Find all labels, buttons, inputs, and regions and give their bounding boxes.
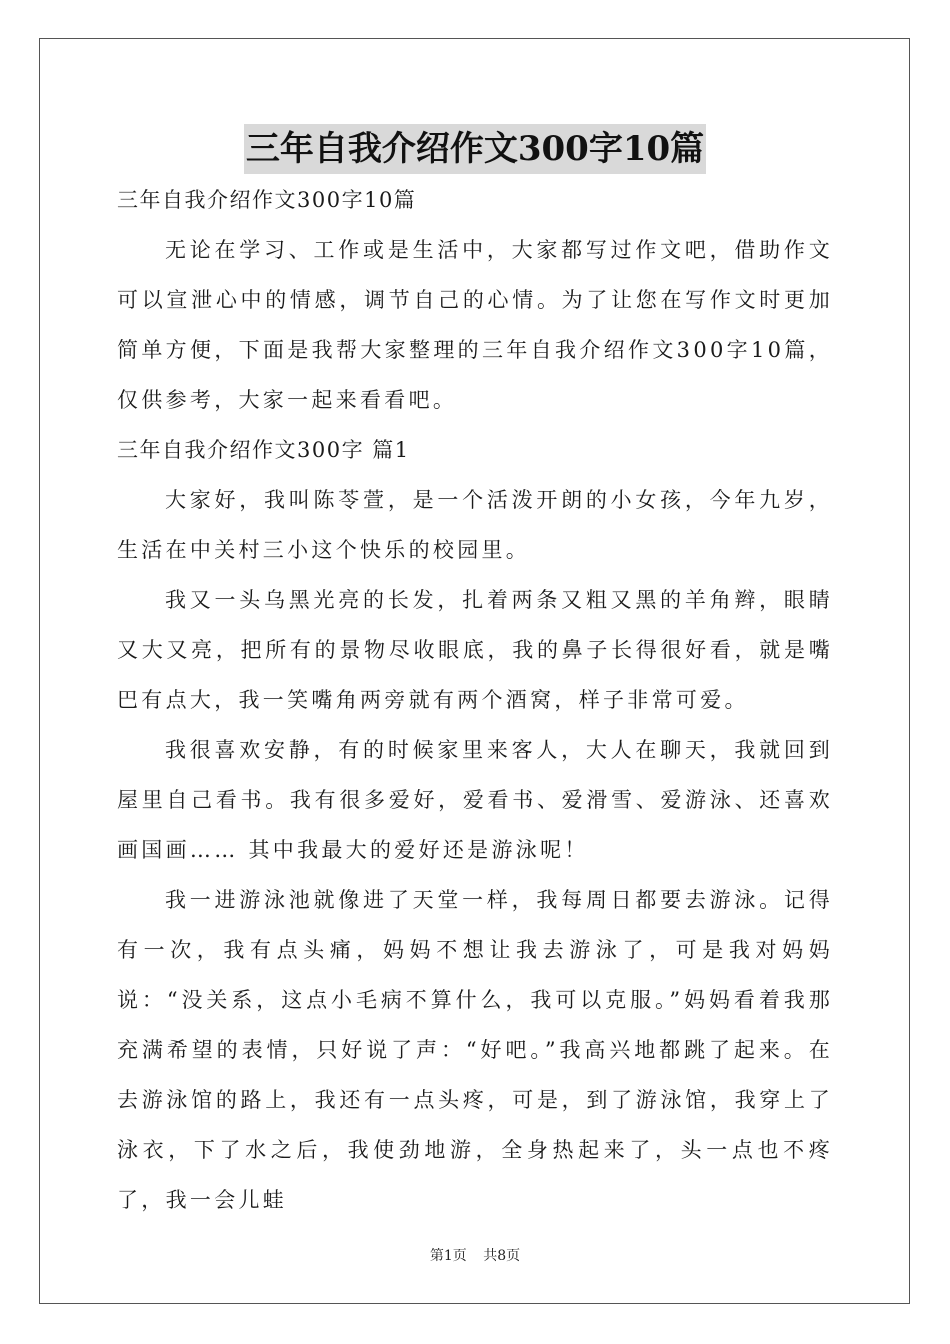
intro-paragraph: 无论在学习、工作或是生活中，大家都写过作文吧，借助作文可以宣泄心中的情感，调节自己的心情。为了让您在写作文时更加简单方便，下面是我帮大家整理的三年自我介绍作文300字10篇，仅供参考，大家一起来看看吧。 <box>117 238 833 412</box>
document-subtitle: 三年自我介绍作文300字10篇 <box>117 188 417 212</box>
document-title: 三年自我介绍作文300字10篇 <box>244 124 706 174</box>
page-number-current: 第1页 <box>429 1248 467 1264</box>
page-footer <box>0 1246 950 1266</box>
body-paragraph-3: 我很喜欢安静，有的时候家里来客人，大人在聊天，我就回到屋里自己看书。我有很多爱好，爱看书、爱滑雪、爱游泳、还喜欢画国画…… 其中我最大的爱好还是游泳呢！ <box>117 738 833 862</box>
body-paragraph-4: 我一进游泳池就像进了天堂一样，我每周日都要去游泳。记得有一次，我有点头痛，妈妈不想让我去游泳了，可是我对妈妈说：“没关系，这点小毛病不算什么，我可以克服。”妈妈看着我那充满希望的表情，只好说了声：“好吧。”我高兴地都跳了起来。在去游泳馆的路上，我还有一点头疼，可是，到了游泳馆，我穿上了泳衣，下了水之后，我使劲地游，全身热起来了，头一点也不疼了，我一会儿蛙 <box>117 888 833 1212</box>
page-number-total: 共8页 <box>483 1248 521 1264</box>
body-paragraph-1: 大家好，我叫陈苓萱，是一个活泼开朗的小女孩，今年九岁，生活在中关村三小这个快乐的校园里。 <box>117 488 833 562</box>
section-heading: 三年自我介绍作文300字 篇1 <box>117 438 410 462</box>
title-container <box>0 124 950 174</box>
document-body <box>117 175 833 1225</box>
body-paragraph-2: 我又一头乌黑光亮的长发，扎着两条又粗又黑的羊角辫，眼睛又大又亮，把所有的景物尽收眼底，我的鼻子长得很好看，就是嘴巴有点大，我一笑嘴角两旁就有两个酒窝，样子非常可爱。 <box>117 588 833 712</box>
